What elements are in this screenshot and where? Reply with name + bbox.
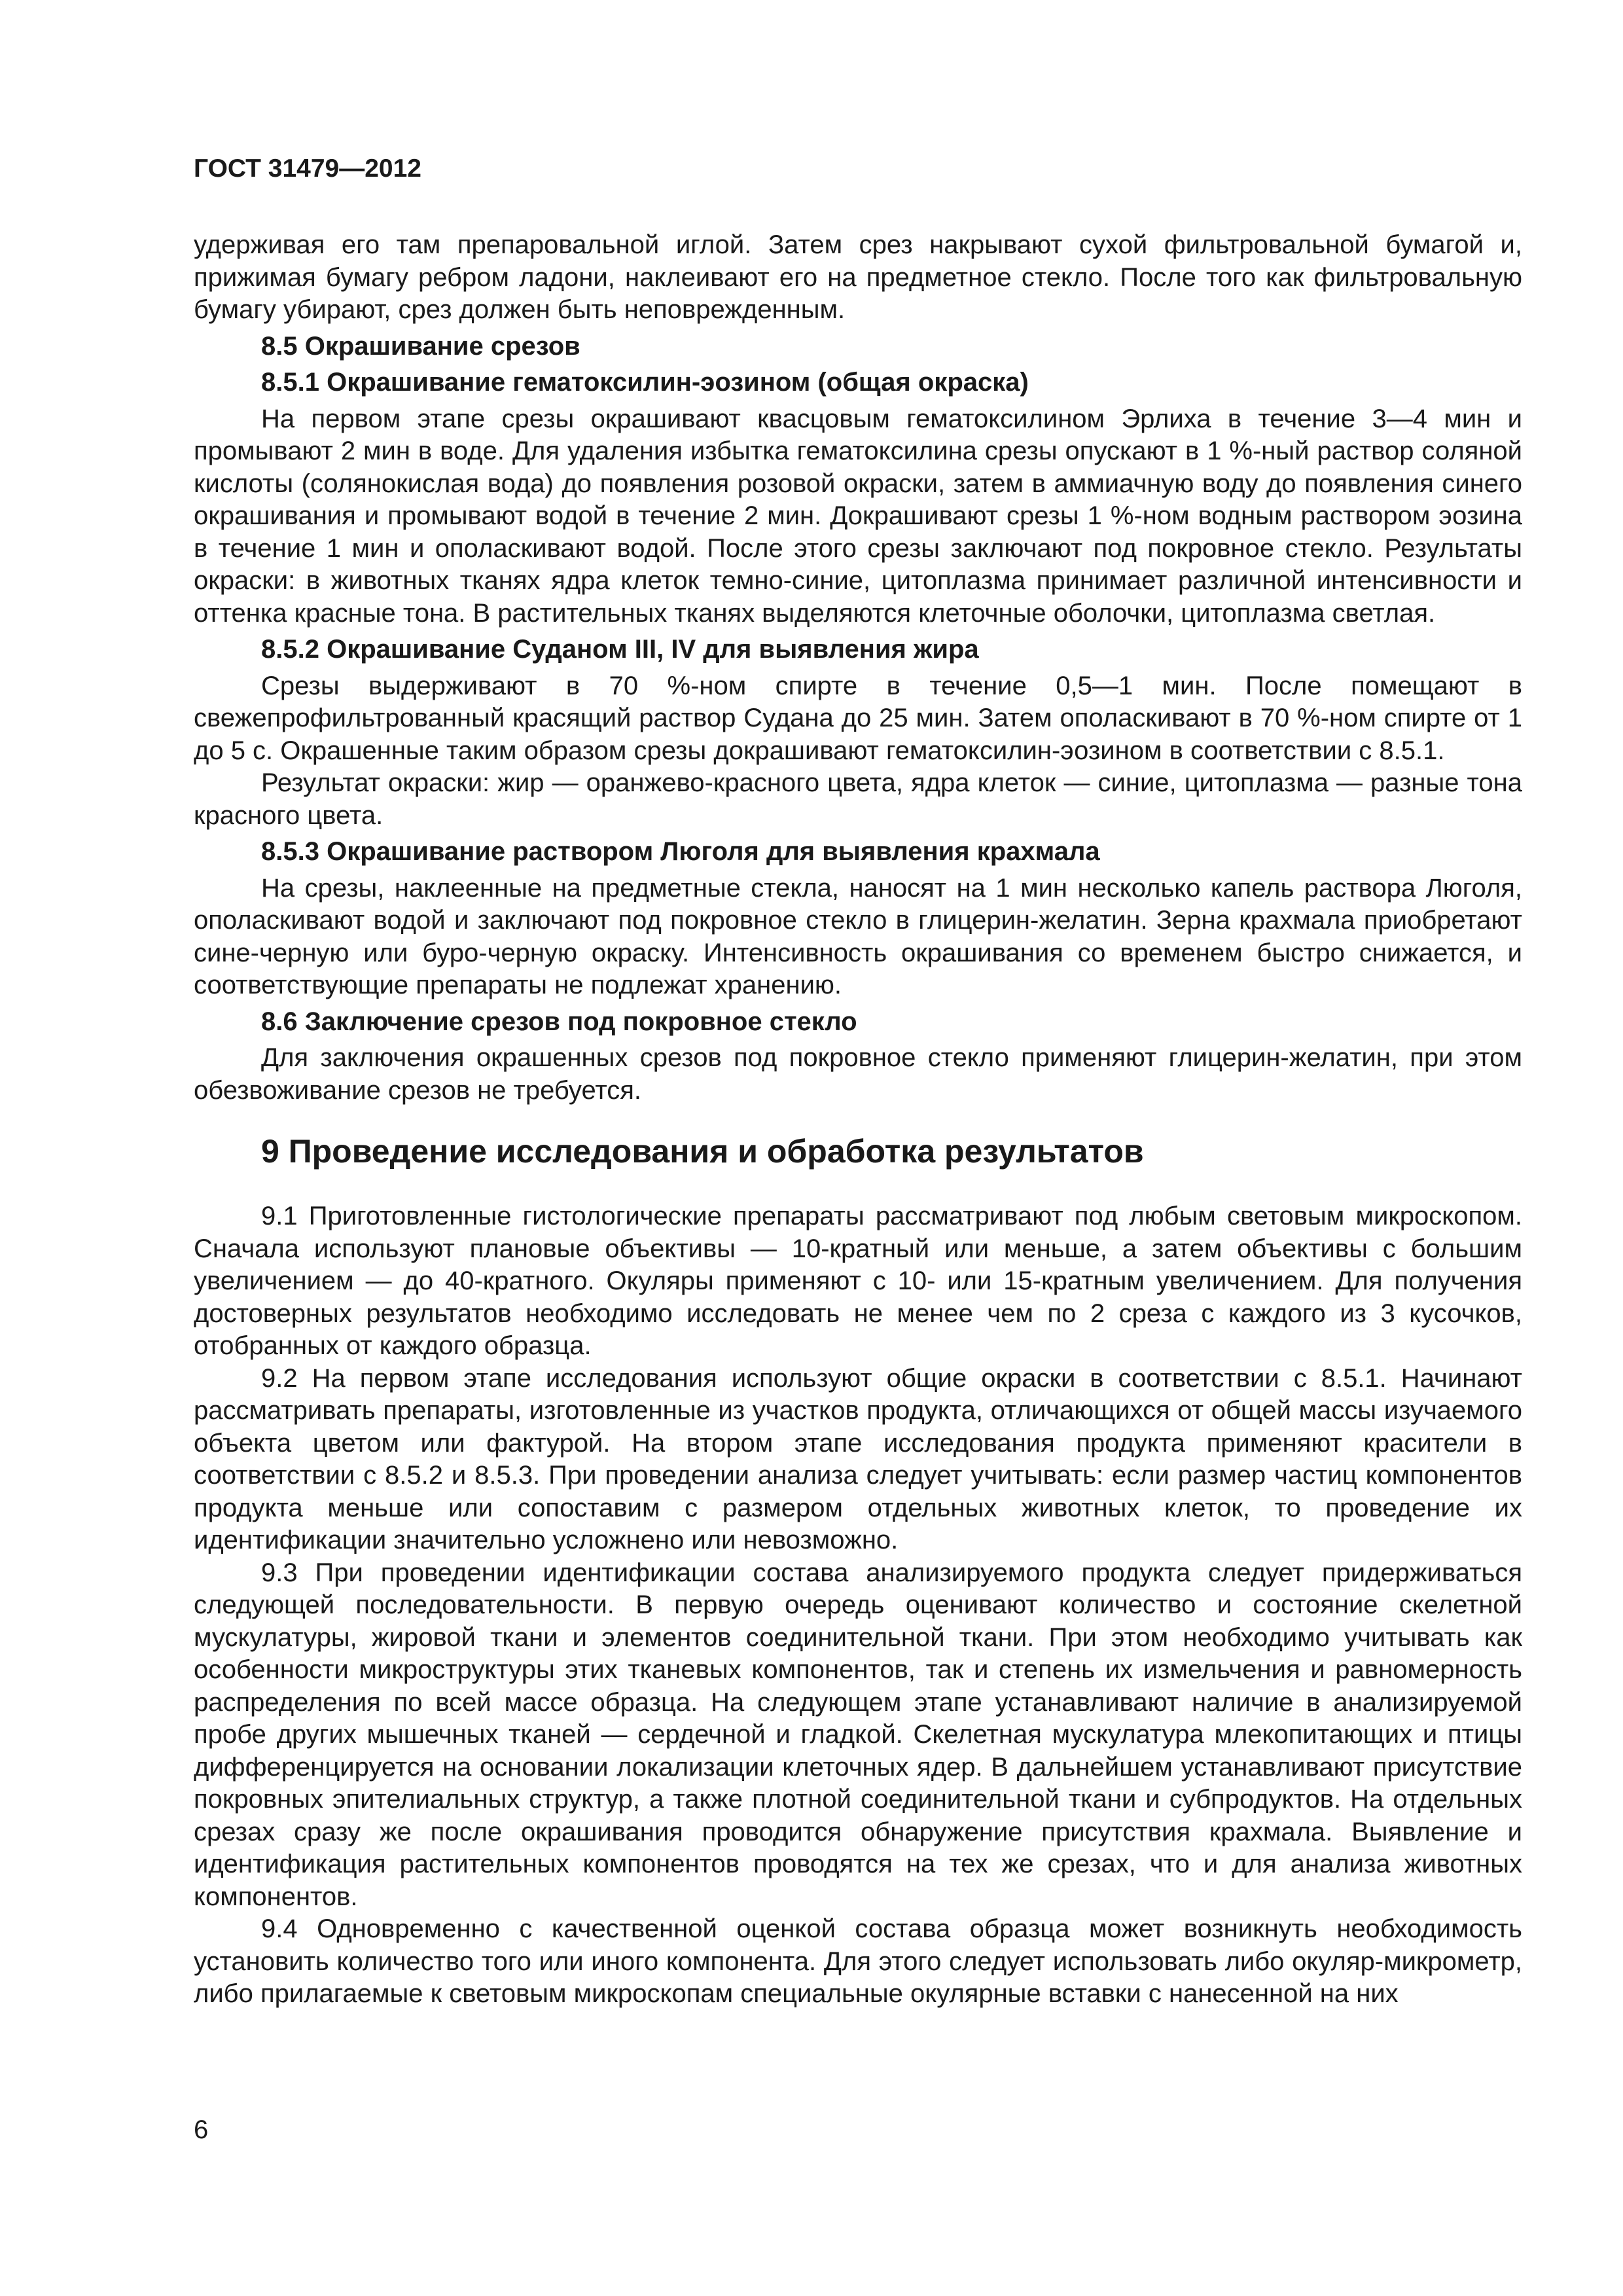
paragraph-9-4: 9.4 Одновременно с качественной оценкой состава образца может возникнуть необходимость установить количество того или иного компонента. Для этого следует использовать либо окуляр-микрометр, либо прилагаемые к световым микроскопам специальные окулярные вставки с нанесенной на них bbox=[194, 1914, 1522, 2008]
section-heading-8-5-3: 8.5.3 Окрашивание раствором Люголя для выявления крахмала bbox=[261, 837, 1100, 866]
paragraph-9-2: 9.2 На первом этапе исследования используют общие окраски в соответствии с 8.5.1. Начинают рассматривать препараты, изготовленные из участков продукта, отличающихся от общей массы изучаемого объекта цветом или фактурой. На втором этапе исследования продукта применяют красители в соответствии с 8.5.2 и 8.5.3. При проведении анализа следует учитывать: если размер частиц компонентов продукта меньше или сопоставим с размером отдельных животных клеток, то проведение их идентификации значительно усложнено или невозможно. bbox=[194, 1363, 1522, 1554]
section-heading-8-5-1: 8.5.1 Окрашивание гематоксилин-эозином (общая окраска) bbox=[261, 368, 1029, 397]
document-body bbox=[194, 229, 1522, 2011]
paragraph-8-6: Для заключения окрашенных срезов под покровное стекло применяют глицерин-желатин, при этом обезвоживание срезов не требуется. bbox=[194, 1043, 1522, 1105]
paragraph-8-5-2-b: Результат окраски: жир — оранжево-красного цвета, ядра клеток — синие, цитоплазма — разные тона красного цвета. bbox=[194, 768, 1522, 830]
paragraph-8-5-3: На срезы, наклеенные на предметные стекла, наносят на 1 мин несколько капель раствора Люголя, ополаскивают водой и заключают под покровное стекло в глицерин-желатин. Зерна крахмала приобретают сине-черную или буро-черную окраску. Интенсивность окрашивания со временем быстро снижается, и соответствующие препараты не подлежат хранению. bbox=[194, 873, 1522, 999]
paragraph-8-5-1: На первом этапе срезы окрашивают квасцовым гематоксилином Эрлиха в течение 3—4 мин и промывают 2 мин в воде. Для удаления избытка гематоксилина срезы опускают в 1 %-ный раствор соляной кислоты (солянокислая вода) до появления розовой окраски, затем в аммиачную воду до появления синего окрашивания и промывают водой в течение 2 мин. Докрашивают срезы 1 %-ном водным раствором эозина в течение 1 мин и ополаскивают водой. После этого срезы заключают под покровное стекло. Результаты окраски: в животных тканях ядра клеток темно-синие, цитоплазма принимает различной интенсивности и оттенка красные тона. В растительных тканях выделяются клеточные оболочки, цитоплазма светлая. bbox=[194, 404, 1522, 628]
chapter-heading-9: 9 Проведение исследования и обработка результатов bbox=[261, 1133, 1144, 1170]
paragraph-9-1: 9.1 Приготовленные гистологические препараты рассматривают под любым световым микроскопом. Сначала используют плановые объективы — 10-кратный или меньше, а затем объективы с большим увеличением — до 40-кратного. Окуляры применяют с 10- или 15-кратным увеличением. Для получения достоверных результатов необходимо исследовать не менее чем по 2 среза с каждого из 3 кусочков, отобранных от каждого образца. bbox=[194, 1202, 1522, 1360]
paragraph-9-3: 9.3 При проведении идентификации состава анализируемого продукта следует придерживаться следующей последовательности. В первую очередь оценивают количество и состояние скелетной мускулатуры, жировой ткани и элементов соединительной ткани. При этом необходимо учитывать как особенности микроструктуры этих тканевых компонентов, так и степень их измельчения и равномерность распределения по всей массе образца. На следующем этапе устанавливают наличие в анализируемой пробе других мышечных тканей — сердечной и гладкой. Скелетная мускулатура млекопитающих и птицы дифференцируется на основании локализации клеточных ядер. В дальнейшем устанавливают присутствие покровных эпителиальных структур, а также плотной соединительной ткани и субпродуктов. На отдельных срезах сразу же после окрашивания проводится обнаружение присутствия крахмала. Выявление и идентификация растительных компонентов проводятся на тех же срезах, что и для анализа животных компонентов. bbox=[194, 1558, 1522, 1911]
paragraph-continuation: удерживая его там препаровальной иглой. Затем срез накрывают сухой фильтровальной бумагой и, прижимая бумагу ребром ладони, наклеивают его на предметное стекло. После того как фильтровальную бумагу убирают, срез должен быть неповрежденным. bbox=[194, 230, 1522, 324]
paragraph-8-5-2-a: Срезы выдерживают в 70 %-ном спирте в течение 0,5—1 мин. После помещают в свежепрофильтрованный красящий раствор Судана до 25 мин. Затем ополаскивают в 70 %-ном спирте от 1 до 5 с. Окрашенные таким образом срезы докрашивают гематоксилин-эозином в соответствии с 8.5.1. bbox=[194, 671, 1522, 765]
section-heading-8-6: 8.6 Заключение срезов под покровное стекло bbox=[261, 1007, 857, 1036]
section-heading-8-5-2: 8.5.2 Окрашивание Суданом III, IV для выявления жира bbox=[261, 635, 979, 664]
section-heading-8-5: 8.5 Окрашивание срезов bbox=[261, 331, 580, 361]
document-header: ГОСТ 31479—2012 bbox=[194, 154, 421, 183]
page-number: 6 bbox=[194, 2115, 209, 2144]
